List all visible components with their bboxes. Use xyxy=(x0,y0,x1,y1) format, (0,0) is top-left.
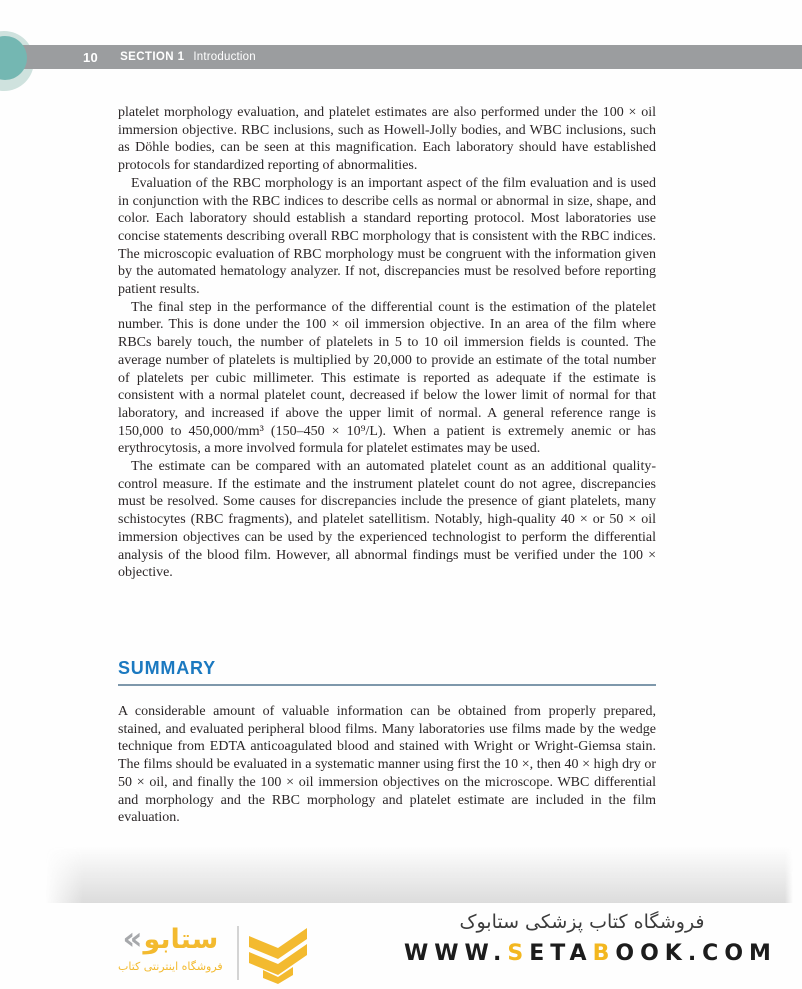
body-text xyxy=(118,104,656,582)
paragraph: platelet morphology evaluation, and platelet estimates are also performed under the 100 × oil immersion objective. RBC inclusions, such as Howell-Jolly bodies, and WBC inclusions, such as Döhle bodies, can be seen at this magnification. Each laboratory should have established protocols for standardized reporting of abnormalities. xyxy=(118,105,656,174)
store-name-farsi: فروشگاه کتاب پزشکی ستابوک xyxy=(459,911,705,933)
url-prefix: WWW. xyxy=(404,940,508,966)
setabook-logo xyxy=(118,921,307,984)
url-eta: ETA xyxy=(529,940,593,966)
page-bottom-shadow xyxy=(45,846,793,903)
paragraph: The estimate can be compared with an automated platelet count as an additional quality-control measure. If the estimate and the instrument platelet count do not agree, discrepancies must be resolved. Some causes for discrepancies include the presence of giant platelets, many schistocytes (RBC fragments), and platelet satellitism. Notably, high-quality 40 × or 50 × oil immersion objectives can be used by the experienced technologist to perform the differential analysis of the blood film. However, all abnormal findings must be verified under the 100 × objective. xyxy=(118,459,656,581)
chevron-logo-icon xyxy=(249,926,307,984)
page-header-bar xyxy=(0,45,802,69)
section-label: SECTION 1 xyxy=(120,51,185,63)
logo-divider xyxy=(237,926,239,980)
logo-guillemet: « xyxy=(122,921,143,957)
summary-section xyxy=(118,658,656,827)
url-letter-b: B xyxy=(592,940,616,966)
paragraph: Evaluation of the RBC morphology is an important aspect of the film evaluation and is used in conjunction with the RBC indices to describe cells as normal or abnormal in size, shape, and color. Each laboratory should establish a standard reporting protocol. Most laboratories use concise statements describing overall RBC morphology that is consistent with the RBC indices. The microscopic evaluation of RBC morphology must be congruent with the information given by the automated hematology analyzer. If not, discrepancies must be resolved before reporting patient results. xyxy=(118,175,656,298)
logo-text-block xyxy=(118,921,223,973)
footer-store-info xyxy=(404,910,777,966)
url-letter-s: S xyxy=(507,940,530,966)
website-url xyxy=(404,940,777,966)
logo-wordmark-text: ستابو xyxy=(143,924,219,955)
url-suffix: OOK.COM xyxy=(615,940,777,966)
paragraph: The final step in the performance of the differential count is the estimation of the platelet number. This is done under the 100 × oil immersion objective. In an area of the film where RBCs barely touch, the number of platelets in 5 to 10 oil immersion fields is counted. The average number of platelets is multiplied by 20,000 to provide an estimate of the total number of platelets per cubic millimeter. This estimate is reported as adequate if the estimate is consistent with a normal platelet count, decreased if below the lower limit of normal for that laboratory, and increased if above the upper limit of normal. A general reference range is 150,000 to 450,000/mm³ (150–450 × 10⁹/L). When a patient is extremely anemic or has erythrocytosis, a more involved formula for platelet estimates may be used. xyxy=(118,299,656,457)
summary-heading: SUMMARY xyxy=(118,658,656,686)
summary-paragraph: A considerable amount of valuable information can be obtained from properly prepared, stained, and evaluated peripheral blood films. Many laboratories use films made by the wedge technique from EDTA anticoagulated blood and stained with Wright or Wright-Giemsa stain. The films should be evaluated in a systematic manner using first the 10 ×, then 40 × high dry or 50 × oil, and finally the 100 × oil immersion objectives on the microscope. WBC differential and morphology and the RBC morphology and platelet estimate are included in the film evaluation. xyxy=(118,704,656,826)
section-title: Introduction xyxy=(193,51,256,63)
logo-tagline: فروشگاه اینترنتی کتاب xyxy=(118,960,223,973)
logo-wordmark xyxy=(122,921,219,957)
page-number: 10 xyxy=(83,49,99,65)
